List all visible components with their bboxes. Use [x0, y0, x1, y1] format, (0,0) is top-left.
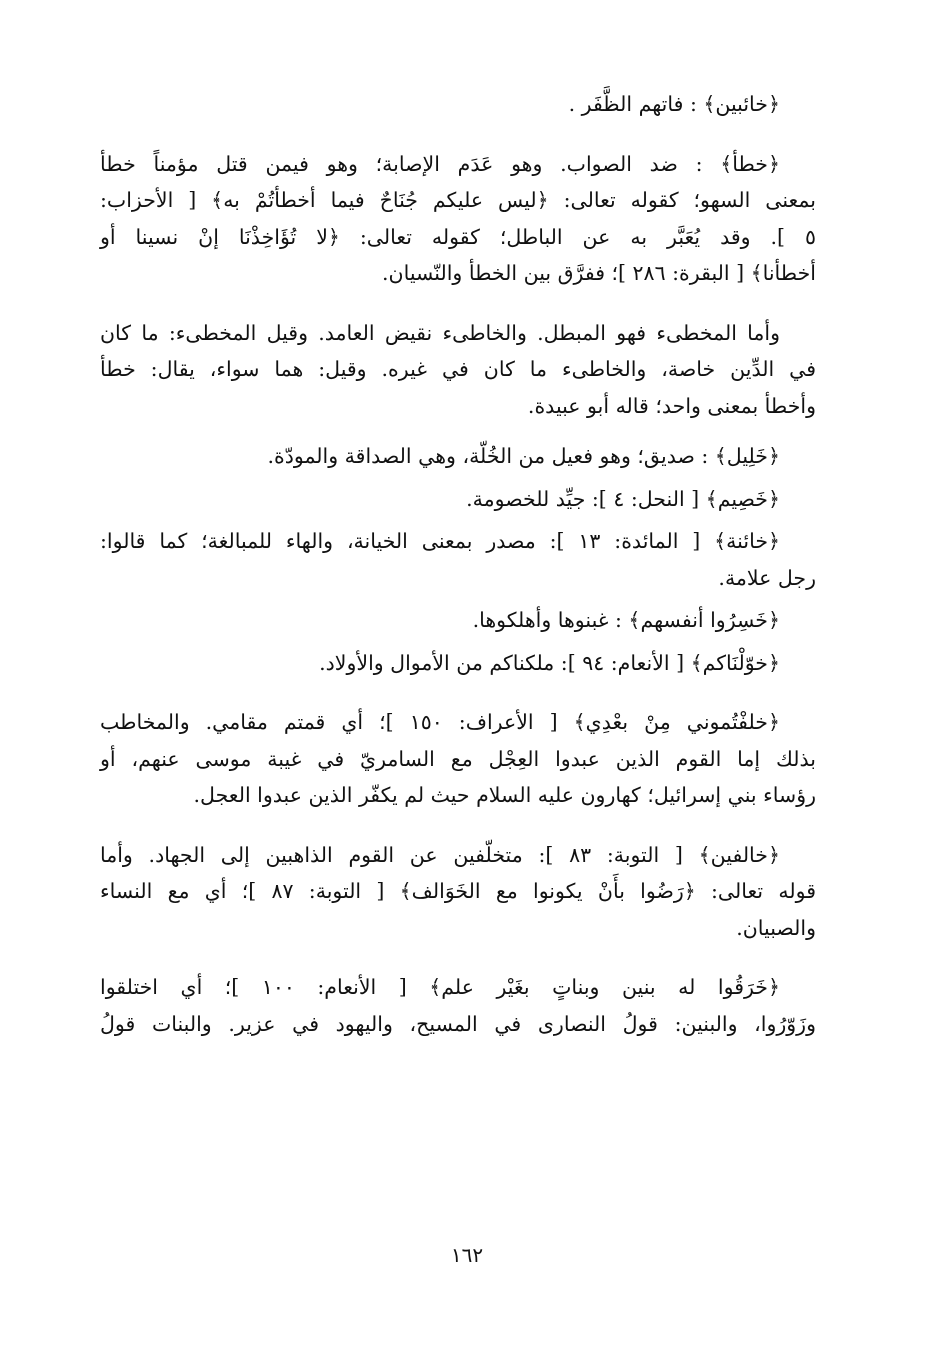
entry-khalil — [100, 438, 816, 475]
text-line: ٥ ]. وقد يُعَبَّر به عن الباطل؛ كقوله تعالى: ﴿لا تُؤَاخِذْنَا إنْ نسينا أو — [100, 224, 816, 249]
text-line: وزَوّرُوا، والبنين: قولُ النصارى في المسيح، واليهود في عزير. والبنات قولُ — [100, 1011, 816, 1036]
entry-khawwalnakum — [100, 645, 816, 682]
text-line: ﴿خَصِيم﴾ [ النحل: ٤ ]: جيِّد للخصومة. — [466, 486, 780, 511]
text-line: ﴿خوّلْنَاكم﴾ [ الأنعام: ٩٤ ]: ملكناكم من الأموال والأولاد. — [319, 650, 780, 675]
entry-khaina — [100, 523, 816, 596]
text-line: ﴿خلفْتُموني مِنْ بعْدِي﴾ [ الأعراف: ١٥٠ ]؛ أي قمتم مقامي. والمخاطب — [100, 710, 780, 734]
text-line: رؤساء بني إسرائيل؛ كهارون عليه السلام حيث لم يكفّر الذين عبدوا العجل. — [193, 783, 816, 807]
text-line: رجل علامة. — [718, 565, 816, 590]
entry-mukhti — [100, 315, 816, 425]
entry-khalaftumuni — [100, 704, 816, 814]
text-line: في الدِّين خاصة، والخاطىء ما كان في غيره. وقيل: هما سواء، يقال: خطأ — [100, 357, 816, 381]
text-line: وأخطأ بمعنى واحد؛ قاله أبو عبيدة. — [527, 393, 816, 418]
text-line: ﴿خطأ﴾ : ضد الصواب. وهو عَدَم الإصابة؛ وهو فيمن قتل مؤمناً خطأ — [100, 151, 780, 176]
text-line: ﴿خالفين﴾ [ التوبة: ٨٣ ]: متخلّفين عن القوم الذاهبين إلى الجهاد. وأما — [100, 842, 780, 867]
text-line: ﴿خائنة﴾ [ المائدة: ١٣ ]: مصدر بمعنى الخيانة، والهاء للمبالغة؛ كما قالوا: — [100, 529, 780, 553]
text-line: والصبيان. — [736, 915, 816, 940]
page-number: ١٦٢ — [450, 1243, 484, 1267]
entry-khaibin — [100, 86, 816, 123]
page-body — [100, 86, 816, 1042]
text-line: ﴿خَسِرُوا أنفسهم﴾ : غبنوها وأهلكوها. — [472, 608, 780, 632]
text-line: ﴿خَرَقُوا له بنين وبناتٍ بغَيْر علم﴾ [ الأنعام: ١٠٠ ]؛ أي اختلقوا — [100, 975, 780, 999]
entry-khata — [100, 146, 816, 292]
entry-khalifin — [100, 837, 816, 947]
text-line: بذلك إما القوم الذين عبدوا العِجْل مع السامريّ في غيبة موسى عنهم، أو — [100, 746, 816, 771]
text-line: بمعنى السهو؛ كقوله تعالى: ﴿ليس عليكم جُنَاحٌ فيما أخطأتُمْ به﴾ [ الأحزاب: — [100, 188, 816, 212]
text-line: ﴿خَلِيل﴾ : صديق؛ وهو فعيل من الخُلّة، وهي الصداقة والمودّة. — [267, 444, 780, 468]
text-line: وأما المخطىء فهو المبطل. والخاطىء نقيض العامد. وقيل المخطىء: ما كان — [100, 320, 780, 345]
entry-khasim — [100, 481, 816, 518]
text-line: ﴿خائبين﴾ : فاتهم الظَّفَر . — [568, 92, 780, 116]
entry-kharaqu — [100, 969, 816, 1042]
text-line: قوله تعالى: ﴿رَضُوا بأَنْ يكونوا مع الخَوَالف﴾ [ التوبة: ٨٧ ]؛ أي مع النساء — [100, 879, 816, 903]
entry-khasiru — [100, 602, 816, 639]
text-line: أخطأنا﴾ [ البقرة: ٢٨٦ ]؛ ففرَّق بين الخطأ والنّسيان. — [382, 261, 816, 285]
